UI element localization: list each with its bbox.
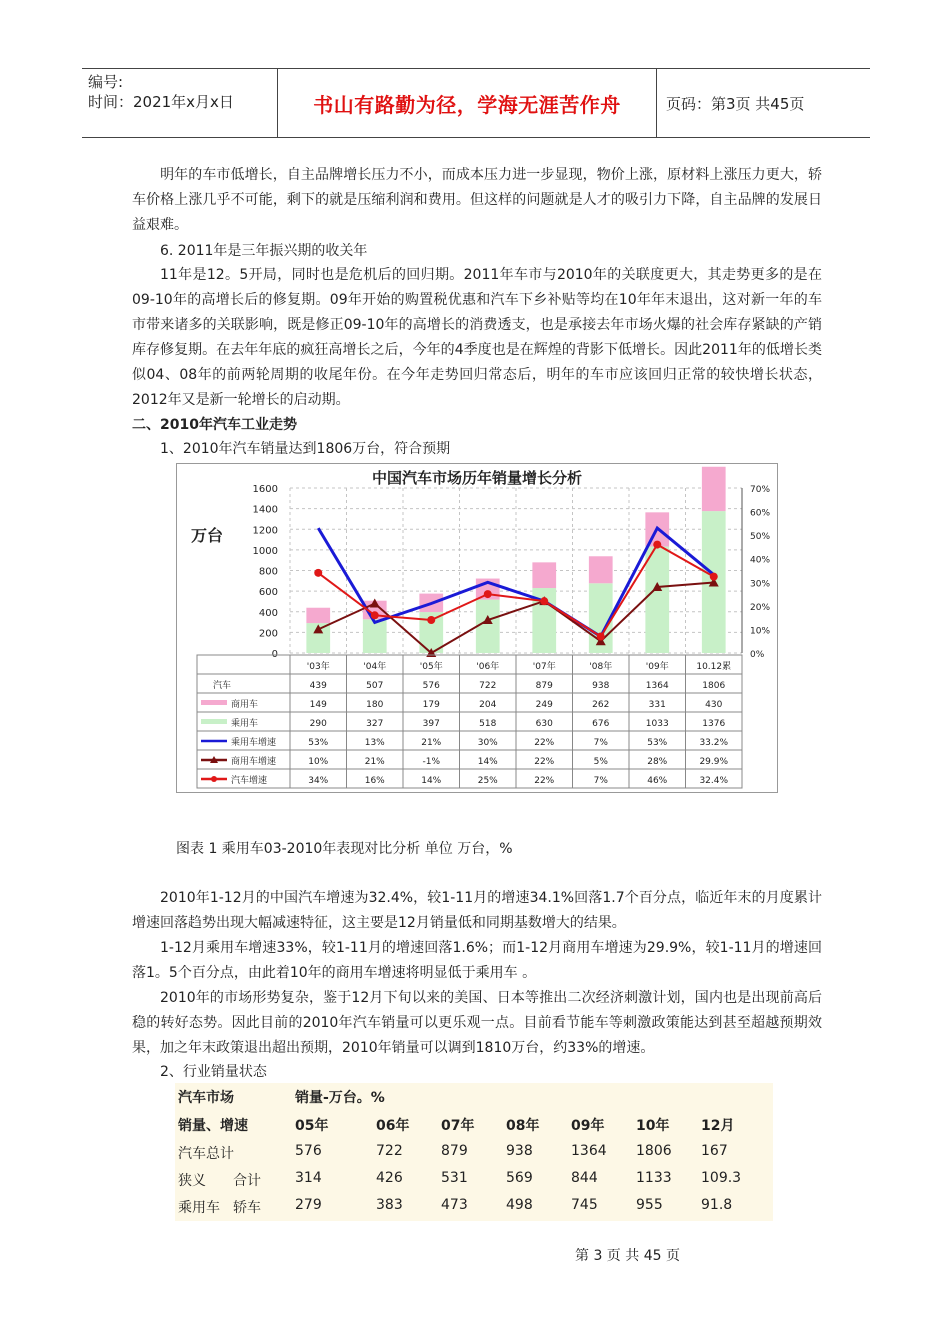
heading-6: 6. 2011年是三年振兴期的收关年 [160, 243, 368, 259]
header-motto: 书山有路勤为径，学海无涯苦作舟 [278, 69, 657, 137]
table-cell: 518 [479, 719, 497, 729]
table-cell: 383 [376, 1197, 403, 1213]
paragraph-3: 2010年1-12月的中国汽车增速为32.4%，较1-11月的增速34.1%回落1.7个百分点，临近年末的月度累计增速回落趋势出现大幅减速特征，这主要是12月销量低和同期基数增大的结果。 [132, 890, 822, 931]
paragraph-1: 明年的车市低增长，自主品牌增长压力不小，而成本压力进一步显现，物价上涨，原材料上涨压力更大，轿车价格上涨几乎不可能，剩下的就是压缩利润和费用。但这样的问题就是人才的吸引力下降，自主品牌的发展日益艰难。 [132, 167, 822, 233]
table-header-cell: 销量-万台。% [295, 1090, 385, 1106]
table-cell: 938 [592, 681, 610, 691]
table-cell: 21% [421, 738, 442, 748]
table-header-cell: 10年 [636, 1118, 670, 1134]
series-marker [427, 616, 435, 624]
table-cell: 29.9% [699, 757, 729, 767]
table-cell: 397 [422, 719, 440, 729]
x-tick-label: '07年 [532, 662, 556, 672]
legend-marker [211, 776, 217, 782]
table-cell: 473 [441, 1197, 468, 1213]
table-cell: 314 [295, 1170, 322, 1186]
bar-commercial [702, 467, 726, 511]
table-header-cell: 07年 [441, 1118, 475, 1134]
table-cell: 91.8 [701, 1197, 733, 1213]
x-tick-label: '03年 [306, 662, 330, 672]
table-cell: 1364 [571, 1143, 607, 1159]
y-tick-label: 200 [258, 628, 278, 640]
table-cell: 430 [705, 700, 723, 710]
table-cell: 630 [535, 719, 553, 729]
paragraph-2: 11年是12。5开局，同时也是危机后的回归期。2011年车市与2010年的关联度更大，其走势更多的是在09-10年的高增长后的修复期。09年开始的购置税优惠和汽车下乡补贴等均在10年年末退出，这对新一年的车市带来诸多的关联影响，既是修正09-10年的高增长的消费透支，也是承接去年市场火爆的社会库存紧缺的产销库存修复期。在去年年底的疯狂高增长之后，今年的4季度也是在辉煌的背影下低增长。因此2011年的低增长类似04、08年的前两轮周期的收尾年份。在今年走势回归常态后，明年的车市应该回归正常的较快增长状态，2012年又是新一轮增长的启动期。 [132, 267, 822, 408]
y2-tick-label: 30% [750, 579, 771, 590]
table-cell: 53% [308, 738, 329, 748]
table-cell: 21% [364, 757, 385, 767]
table-cell: 30% [477, 738, 498, 748]
table-cell: 合计 [233, 1173, 261, 1189]
table-cell: 28% [647, 757, 668, 767]
x-tick-label: '08年 [589, 662, 613, 672]
x-tick-label: 10.12累 [696, 662, 732, 672]
y2-tick-label: 10% [750, 626, 771, 637]
y2-tick-label: 50% [750, 532, 771, 543]
table-cell: 149 [309, 700, 327, 710]
subheading-1: 1、2010年汽车销量达到1806万台，符合预期 [160, 441, 451, 457]
table-header-cell: 12月 [701, 1118, 735, 1134]
paragraph-5: 2010年的市场形势复杂，鉴于12月下旬以来的美国、日本等推出二次经济刺激计划，国内也是出现前高后稳的转好态势。因此目前的2010年汽车销量可以更乐观一点。目前看节能车等刺激政策能达到甚至超越预期效果，加之年末政策退出超出预期，2010年销量可以调到1810万台，约33%的增速。 [132, 990, 822, 1056]
bar-commercial [532, 562, 556, 588]
table-cell: 576 [422, 681, 440, 691]
bar-passenger [645, 546, 669, 653]
table-cell: 乘用车 [178, 1200, 220, 1216]
table-cell: 14% [421, 776, 442, 786]
table-cell: 5% [593, 757, 608, 767]
table-cell: 16% [364, 776, 385, 786]
sales-growth-chart [176, 463, 778, 793]
series-marker [314, 569, 322, 577]
table-header-cell: 06年 [376, 1118, 410, 1134]
table-header-cell: 05年 [295, 1118, 329, 1134]
table-row-label: 汽车增速 [231, 776, 268, 786]
table-row-label: 汽车 [213, 681, 232, 691]
table-header-cell: 09年 [571, 1118, 605, 1134]
table-cell: 22% [534, 776, 555, 786]
x-tick-label: '06年 [476, 662, 500, 672]
table-cell: 22% [534, 738, 555, 748]
header-page-info: 页码：第3页 共45页 [666, 94, 805, 113]
x-tick-label: '05年 [419, 662, 443, 672]
table-cell: 25% [477, 776, 498, 786]
table-cell: 262 [592, 700, 610, 710]
y-tick-label: 1000 [252, 545, 278, 557]
table-row-label: 商用车增速 [231, 757, 277, 767]
table-cell: 569 [506, 1170, 533, 1186]
series-marker [484, 590, 492, 598]
chart-ylabel: 万台 [190, 526, 224, 545]
page-footer: 第 3 页 共 45 页 [575, 1248, 680, 1264]
table-cell: 676 [592, 719, 610, 729]
header-meta [82, 69, 278, 137]
series-marker [597, 633, 605, 641]
table-cell: -1% [422, 757, 441, 767]
table-cell: 14% [477, 757, 498, 767]
table-cell: 879 [441, 1143, 468, 1159]
table-cell: 1806 [702, 681, 726, 691]
series-marker [371, 611, 379, 619]
table-cell: 1806 [636, 1143, 672, 1159]
table-cell: 204 [479, 700, 497, 710]
table-row-label: 乘用车 [231, 719, 259, 729]
y-tick-label: 1200 [252, 525, 278, 537]
table-cell: 狭义 [178, 1173, 206, 1189]
series-marker [540, 597, 548, 605]
table-cell: 938 [506, 1143, 533, 1159]
table-cell: 7% [593, 776, 608, 786]
y2-tick-label: 0% [750, 650, 765, 660]
y2-tick-label: 70% [750, 485, 771, 495]
bar-commercial [306, 608, 330, 623]
y2-tick-label: 40% [750, 555, 771, 566]
number-label: 编号: [88, 73, 124, 91]
sales-table [175, 1083, 773, 1221]
table-cell: 7% [593, 738, 608, 748]
chart-title: 中国汽车市场历年销量增长分析 [371, 469, 583, 487]
y-tick-label: 1600 [252, 484, 278, 495]
time-label: 时间：2021年x月x日 [88, 93, 234, 111]
table-cell: 1364 [645, 681, 669, 691]
table-row-label: 商用车 [231, 700, 259, 710]
table-cell: 439 [309, 681, 327, 691]
series-marker [710, 573, 718, 581]
table-header-row-1 [175, 1083, 773, 1110]
table-cell: 33.2% [699, 738, 729, 748]
table-cell: 745 [571, 1197, 598, 1213]
series-marker [653, 541, 661, 549]
y2-tick-label: 20% [750, 602, 771, 613]
table-cell: 1033 [645, 719, 669, 729]
y-tick-label: 600 [258, 587, 278, 599]
subheading-2: 2、行业销量状态 [160, 1064, 267, 1080]
y-tick-label: 0 [271, 649, 278, 660]
table-row [175, 1139, 773, 1166]
table-cell: 22% [534, 757, 555, 767]
table-cell: 722 [479, 681, 497, 691]
legend-swatch [201, 719, 227, 724]
y-tick-label: 1400 [252, 504, 278, 516]
table-cell: 汽车总计 [178, 1146, 234, 1162]
table-header-cell: 汽车市场 [178, 1090, 234, 1106]
table-cell: 34% [308, 776, 329, 786]
table-cell: 13% [364, 738, 385, 748]
table-cell: 955 [636, 1197, 663, 1213]
table-cell: 879 [535, 681, 553, 691]
table-cell: 844 [571, 1170, 598, 1186]
table-cell: 531 [441, 1170, 468, 1186]
table-cell: 167 [701, 1143, 728, 1159]
table-header-cell: 08年 [506, 1118, 540, 1134]
y-tick-label: 800 [258, 566, 278, 578]
table-cell: 327 [366, 719, 384, 729]
table-cell: 179 [422, 700, 440, 710]
table-row-label: 乘用车增速 [231, 738, 277, 748]
section-heading-2: 二、2010年汽车工业走势 [132, 417, 297, 433]
table-cell: 722 [376, 1143, 403, 1159]
legend-swatch [201, 700, 227, 705]
chart-svg [177, 464, 777, 792]
table-cell: 1376 [702, 719, 726, 729]
table-cell: 290 [309, 719, 327, 729]
table-cell: 180 [366, 700, 384, 710]
chart-caption: 图表 1 乘用车03-2010年表现对比分析 单位 万台，% [176, 841, 513, 857]
table-header-cell: 销量、增速 [178, 1118, 248, 1134]
y-tick-label: 400 [258, 607, 278, 619]
table-cell: 279 [295, 1197, 322, 1213]
table-cell: 1133 [636, 1170, 672, 1186]
table-cell: 249 [535, 700, 553, 710]
table-cell: 426 [376, 1170, 403, 1186]
table-cell: 498 [506, 1197, 533, 1213]
paragraph-4: 1-12月乘用车增速33%，较1-11月的增速回落1.6%；而1-12月商用车增速为29.9%，较1-11月的增速回落1。5个百分点，由此着10年的商用车增速将明显低于乘用车 。 [132, 940, 822, 981]
bar-commercial [589, 556, 613, 583]
table-cell: 46% [647, 776, 668, 786]
x-tick-label: '04年 [363, 662, 387, 672]
table-cell: 507 [366, 681, 384, 691]
table-cell: 109.3 [701, 1170, 742, 1186]
table-cell: 32.4% [699, 776, 729, 786]
table-row [175, 1166, 773, 1193]
table-header-row-2 [175, 1111, 773, 1138]
bar-passenger [363, 619, 387, 653]
table-row [175, 1193, 773, 1220]
table-cell: 轿车 [233, 1200, 261, 1216]
x-tick-label: '09年 [645, 662, 669, 672]
table-cell: 331 [648, 700, 666, 710]
table-cell: 10% [308, 757, 329, 767]
y2-tick-label: 60% [750, 508, 771, 519]
bar-passenger [476, 600, 500, 653]
table-cell: 53% [647, 738, 668, 748]
table-cell: 576 [295, 1143, 322, 1159]
page-header [82, 68, 870, 138]
